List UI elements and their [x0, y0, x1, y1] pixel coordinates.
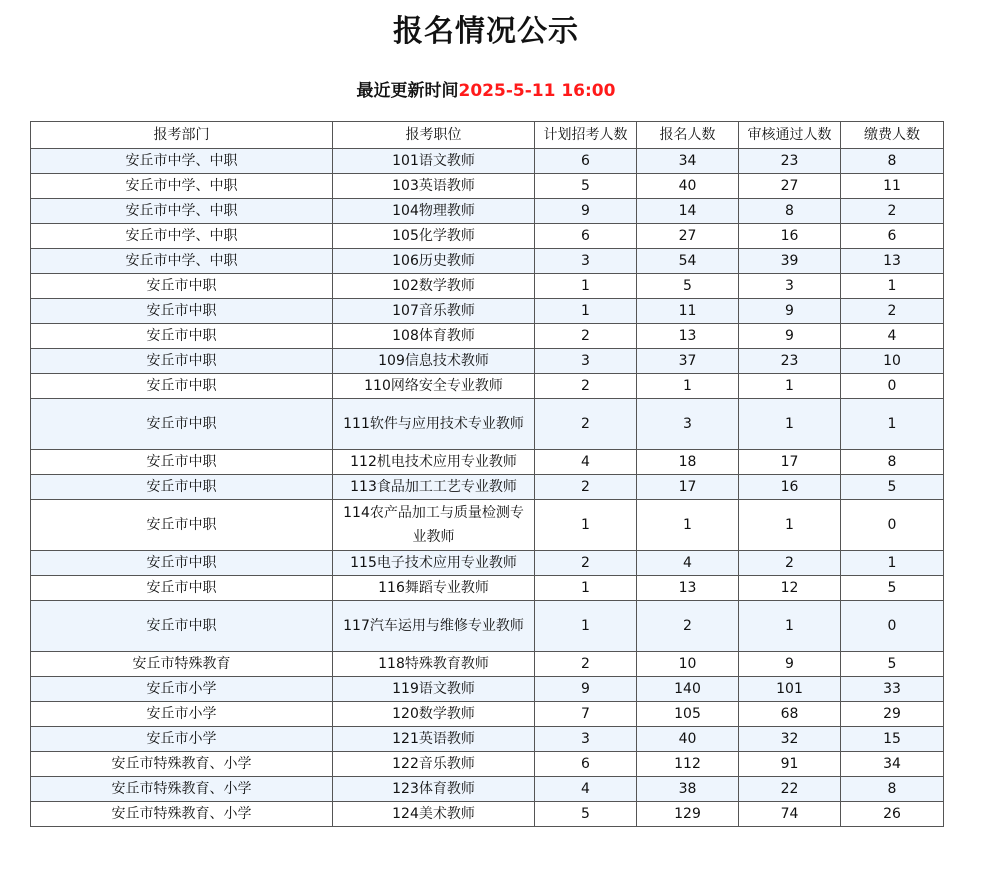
cell-registered: 1: [637, 374, 739, 399]
cell-approved: 101: [739, 677, 841, 702]
cell-approved: 1: [739, 399, 841, 450]
cell-paid: 0: [841, 374, 944, 399]
cell-approved: 16: [739, 475, 841, 500]
cell-department: 安丘市小学: [31, 677, 333, 702]
cell-paid: 33: [841, 677, 944, 702]
cell-paid: 15: [841, 727, 944, 752]
cell-department: 安丘市特殊教育、小学: [31, 777, 333, 802]
cell-position: 105化学教师: [333, 224, 535, 249]
cell-position: 122音乐教师: [333, 752, 535, 777]
cell-paid: 8: [841, 450, 944, 475]
cell-approved: 22: [739, 777, 841, 802]
table-row: [31, 274, 944, 299]
cell-registered: 105: [637, 702, 739, 727]
cell-planned: 2: [535, 324, 637, 349]
cell-position: 120数学教师: [333, 702, 535, 727]
table-row: [31, 576, 944, 601]
cell-approved: 9: [739, 652, 841, 677]
table-row: [31, 399, 944, 450]
table-row: [31, 149, 944, 174]
cell-paid: 13: [841, 249, 944, 274]
cell-approved: 74: [739, 802, 841, 827]
header-registered: 报名人数: [637, 122, 739, 149]
table-row: [31, 677, 944, 702]
table-row: [31, 777, 944, 802]
cell-department: 安丘市中职: [31, 576, 333, 601]
cell-registered: 13: [637, 324, 739, 349]
cell-planned: 3: [535, 727, 637, 752]
cell-paid: 5: [841, 652, 944, 677]
last-updated-time: 2025-5-11 16:00: [458, 81, 616, 101]
cell-position: 121英语教师: [333, 727, 535, 752]
cell-paid: 34: [841, 752, 944, 777]
table-row: [31, 174, 944, 199]
cell-position: 112机电技术应用专业教师: [333, 450, 535, 475]
cell-registered: 40: [637, 727, 739, 752]
cell-approved: 9: [739, 324, 841, 349]
cell-position: 106历史教师: [333, 249, 535, 274]
cell-registered: 27: [637, 224, 739, 249]
cell-planned: 5: [535, 174, 637, 199]
cell-approved: 3: [739, 274, 841, 299]
cell-position: 118特殊教育教师: [333, 652, 535, 677]
header-paid: 缴费人数: [841, 122, 944, 149]
cell-approved: 1: [739, 500, 841, 551]
cell-paid: 5: [841, 576, 944, 601]
table-row: [31, 249, 944, 274]
cell-planned: 6: [535, 149, 637, 174]
cell-paid: 1: [841, 399, 944, 450]
cell-department: 安丘市中学、中职: [31, 249, 333, 274]
cell-department: 安丘市中职: [31, 601, 333, 652]
cell-department: 安丘市中学、中职: [31, 149, 333, 174]
cell-registered: 40: [637, 174, 739, 199]
cell-department: 安丘市中职: [31, 324, 333, 349]
cell-approved: 17: [739, 450, 841, 475]
cell-paid: 0: [841, 601, 944, 652]
cell-position: 117汽车运用与维修专业教师: [333, 601, 535, 652]
cell-department: 安丘市中职: [31, 475, 333, 500]
table-row: [31, 374, 944, 399]
cell-planned: 4: [535, 777, 637, 802]
cell-department: 安丘市中职: [31, 274, 333, 299]
cell-registered: 4: [637, 551, 739, 576]
table-row: [31, 475, 944, 500]
cell-paid: 6: [841, 224, 944, 249]
cell-registered: 18: [637, 450, 739, 475]
cell-position: 123体育教师: [333, 777, 535, 802]
cell-planned: 6: [535, 224, 637, 249]
cell-department: 安丘市特殊教育: [31, 652, 333, 677]
cell-paid: 10: [841, 349, 944, 374]
cell-department: 安丘市中学、中职: [31, 224, 333, 249]
cell-position: 119语文教师: [333, 677, 535, 702]
cell-approved: 9: [739, 299, 841, 324]
table-header-row: [31, 122, 944, 149]
table-row: [31, 802, 944, 827]
header-planned: 计划招考人数: [535, 122, 637, 149]
cell-planned: 1: [535, 576, 637, 601]
cell-position: 101语文教师: [333, 149, 535, 174]
cell-registered: 11: [637, 299, 739, 324]
cell-planned: 1: [535, 601, 637, 652]
cell-approved: 39: [739, 249, 841, 274]
cell-registered: 112: [637, 752, 739, 777]
cell-planned: 2: [535, 652, 637, 677]
cell-planned: 3: [535, 349, 637, 374]
cell-position: 104物理教师: [333, 199, 535, 224]
cell-planned: 9: [535, 199, 637, 224]
cell-registered: 54: [637, 249, 739, 274]
page-title: 报名情况公示: [393, 14, 579, 49]
cell-position: 107音乐教师: [333, 299, 535, 324]
table-row: [31, 450, 944, 475]
cell-planned: 3: [535, 249, 637, 274]
cell-registered: 17: [637, 475, 739, 500]
cell-paid: 8: [841, 149, 944, 174]
cell-department: 安丘市中职: [31, 374, 333, 399]
cell-planned: 2: [535, 475, 637, 500]
cell-registered: 34: [637, 149, 739, 174]
table-row: [31, 551, 944, 576]
cell-position: 108体育教师: [333, 324, 535, 349]
cell-paid: 11: [841, 174, 944, 199]
table-row: [31, 349, 944, 374]
cell-department: 安丘市中职: [31, 399, 333, 450]
cell-department: 安丘市中职: [31, 349, 333, 374]
cell-planned: 1: [535, 500, 637, 551]
cell-paid: 29: [841, 702, 944, 727]
cell-paid: 1: [841, 274, 944, 299]
cell-department: 安丘市小学: [31, 727, 333, 752]
table-row: [31, 652, 944, 677]
header-position: 报考职位: [333, 122, 535, 149]
table-row: [31, 299, 944, 324]
table-row: [31, 702, 944, 727]
cell-paid: 26: [841, 802, 944, 827]
cell-department: 安丘市特殊教育、小学: [31, 802, 333, 827]
cell-paid: 8: [841, 777, 944, 802]
cell-approved: 2: [739, 551, 841, 576]
cell-position: 109信息技术教师: [333, 349, 535, 374]
cell-paid: 0: [841, 500, 944, 551]
cell-approved: 23: [739, 349, 841, 374]
cell-approved: 91: [739, 752, 841, 777]
table-row: [31, 727, 944, 752]
cell-registered: 3: [637, 399, 739, 450]
cell-department: 安丘市中职: [31, 551, 333, 576]
table-row: [31, 224, 944, 249]
cell-planned: 2: [535, 374, 637, 399]
cell-approved: 12: [739, 576, 841, 601]
cell-position: 110网络安全专业教师: [333, 374, 535, 399]
table-row: [31, 500, 944, 551]
table-row: [31, 601, 944, 652]
cell-registered: 38: [637, 777, 739, 802]
cell-planned: 6: [535, 752, 637, 777]
cell-department: 安丘市中职: [31, 500, 333, 551]
cell-approved: 1: [739, 374, 841, 399]
cell-planned: 4: [535, 450, 637, 475]
cell-position: 116舞蹈专业教师: [333, 576, 535, 601]
table-row: [31, 324, 944, 349]
cell-registered: 14: [637, 199, 739, 224]
cell-registered: 140: [637, 677, 739, 702]
cell-approved: 68: [739, 702, 841, 727]
cell-planned: 7: [535, 702, 637, 727]
cell-planned: 1: [535, 274, 637, 299]
cell-department: 安丘市中学、中职: [31, 199, 333, 224]
cell-department: 安丘市小学: [31, 702, 333, 727]
cell-paid: 5: [841, 475, 944, 500]
cell-paid: 2: [841, 299, 944, 324]
cell-paid: 2: [841, 199, 944, 224]
cell-planned: 2: [535, 551, 637, 576]
cell-position: 115电子技术应用专业教师: [333, 551, 535, 576]
cell-approved: 8: [739, 199, 841, 224]
cell-department: 安丘市中学、中职: [31, 174, 333, 199]
table-body: [31, 149, 944, 827]
table-row: [31, 199, 944, 224]
cell-registered: 13: [637, 576, 739, 601]
cell-planned: 2: [535, 399, 637, 450]
cell-registered: 1: [637, 500, 739, 551]
table-row: [31, 752, 944, 777]
header-department: 报考部门: [31, 122, 333, 149]
cell-approved: 27: [739, 174, 841, 199]
cell-approved: 1: [739, 601, 841, 652]
cell-approved: 32: [739, 727, 841, 752]
cell-registered: 37: [637, 349, 739, 374]
cell-approved: 16: [739, 224, 841, 249]
cell-position: 102数学教师: [333, 274, 535, 299]
registration-table: [30, 121, 944, 827]
cell-planned: 1: [535, 299, 637, 324]
cell-department: 安丘市中职: [31, 299, 333, 324]
cell-position: 111软件与应用技术专业教师: [333, 399, 535, 450]
cell-department: 安丘市特殊教育、小学: [31, 752, 333, 777]
cell-registered: 129: [637, 802, 739, 827]
cell-registered: 10: [637, 652, 739, 677]
cell-position: 103英语教师: [333, 174, 535, 199]
cell-planned: 9: [535, 677, 637, 702]
last-updated-label: 最近更新时间: [356, 81, 459, 101]
cell-registered: 2: [637, 601, 739, 652]
cell-paid: 4: [841, 324, 944, 349]
cell-planned: 5: [535, 802, 637, 827]
cell-position: 124美术教师: [333, 802, 535, 827]
last-updated: [0, 79, 972, 103]
cell-approved: 23: [739, 149, 841, 174]
cell-paid: 1: [841, 551, 944, 576]
cell-position: 114农产品加工与质量检测专业教师: [333, 500, 535, 551]
cell-position: 113食品加工工艺专业教师: [333, 475, 535, 500]
header-approved: 审核通过人数: [739, 122, 841, 149]
cell-registered: 5: [637, 274, 739, 299]
cell-department: 安丘市中职: [31, 450, 333, 475]
